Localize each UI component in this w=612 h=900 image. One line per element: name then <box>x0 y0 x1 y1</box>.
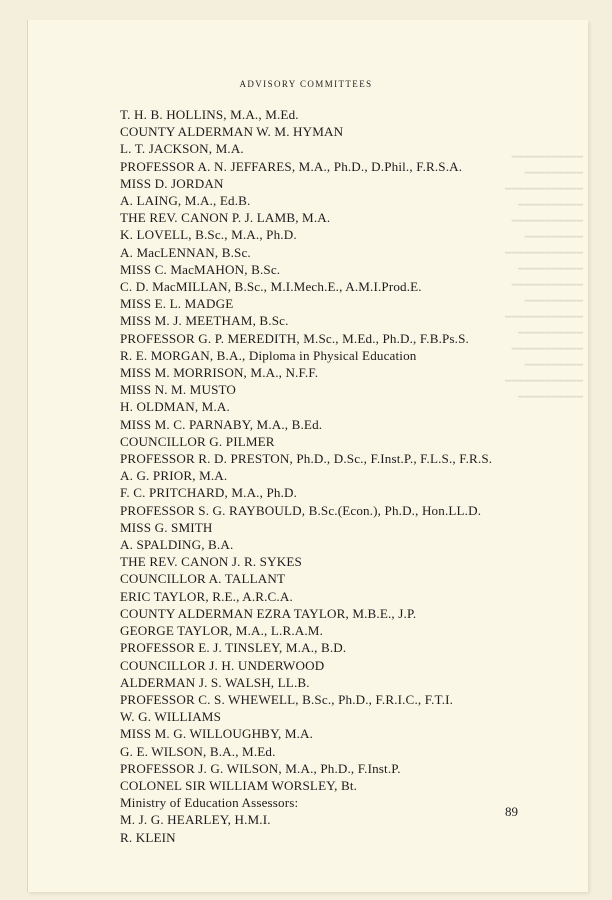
list-item: MISS M. MORRISON, M.A., N.F.F. <box>120 365 319 381</box>
list-item: COUNCILLOR A. TALLANT <box>120 571 286 587</box>
show-through-text: ━━━━━━━━━━━ ━━━━━━━━━ ━━━━━━━━━━━━ ━━━━━━━━━━ ━━━━━━━━━━━ ━━━━━━━━━ ━━━━━━━━━━━━ ━━━━━━━━━━ ━━━━━━━━━━━ ━━━━━━━━━ ━━━━━━━━━━━━ ━━━━━━━━━━ ━━━━━━━━━━━ ━━━━━━━━━ ━━━━━━━━━━━━ ━━━━━━━━━━ <box>504 152 583 403</box>
page-number: 89 <box>505 804 518 819</box>
list-item: MISS D. JORDAN <box>120 175 224 191</box>
list-item: A. SPALDING, B.A. <box>120 537 234 553</box>
list-item: PROFESSOR C. S. WHEWELL, B.Sc., Ph.D., F.R.I.C., F.T.I. <box>120 691 454 707</box>
list-item: COUNCILLOR G. PILMER <box>120 433 275 449</box>
list-item: A. G. PRIOR, M.A. <box>120 468 228 484</box>
list-item: COUNTY ALDERMAN W. M. HYMAN <box>120 124 344 140</box>
committee-member-list <box>120 106 492 846</box>
list-item: COLONEL SIR WILLIAM WORSLEY, Bt. <box>120 777 358 793</box>
list-item: MISS C. MacMAHON, B.Sc. <box>120 261 281 277</box>
list-item: PROFESSOR S. G. RAYBOULD, B.Sc.(Econ.), Ph.D., Hon.LL.D. <box>120 502 482 518</box>
list-item: MISS G. SMITH <box>120 519 213 535</box>
list-item: K. LOVELL, B.Sc., M.A., Ph.D. <box>120 227 297 243</box>
list-item: A. MacLENNAN, B.Sc. <box>120 244 251 260</box>
list-item: T. H. B. HOLLINS, M.A., M.Ed. <box>120 107 299 122</box>
list-item: PROFESSOR G. P. MEREDITH, M.Sc., M.Ed., Ph.D., F.B.Ps.S. <box>120 330 469 346</box>
list-item: ALDERMAN J. S. WALSH, LL.B. <box>120 674 310 690</box>
list-item: PROFESSOR A. N. JEFFARES, M.A., Ph.D., D.Phil., F.R.S.A. <box>120 158 463 174</box>
page-heading: ADVISORY COMMITTEES <box>239 79 373 89</box>
list-item: W. G. WILLIAMS <box>120 709 222 725</box>
list-item: THE REV. CANON J. R. SYKES <box>120 554 302 570</box>
list-item: F. C. PRITCHARD, M.A., Ph.D. <box>120 485 298 501</box>
list-item: COUNTY ALDERMAN EZRA TAYLOR, M.B.E., J.P. <box>120 605 417 621</box>
list-item: PROFESSOR E. J. TINSLEY, M.A., B.D. <box>120 640 347 656</box>
list-item: Ministry of Education Assessors: <box>120 795 299 811</box>
list-item: H. OLDMAN, M.A. <box>120 399 230 415</box>
list-item: G. E. WILSON, B.A., M.Ed. <box>120 743 276 759</box>
list-item: A. LAING, M.A., Ed.B. <box>120 193 251 209</box>
list-item: MISS M. C. PARNABY, M.A., B.Ed. <box>120 416 323 432</box>
list-item: GEORGE TAYLOR, M.A., L.R.A.M. <box>120 623 323 639</box>
list-item: C. D. MacMILLAN, B.Sc., M.I.Mech.E., A.M.I.Prod.E. <box>120 279 422 295</box>
list-item: M. J. G. HEARLEY, H.M.I. <box>120 812 271 828</box>
list-item: MISS E. L. MADGE <box>120 296 234 312</box>
list-item: MISS M. J. MEETHAM, B.Sc. <box>120 313 289 329</box>
list-item: COUNCILLOR J. H. UNDERWOOD <box>120 657 325 673</box>
list-item: ERIC TAYLOR, R.E., A.R.C.A. <box>120 588 293 604</box>
list-item: PROFESSOR J. G. WILSON, M.A., Ph.D., F.Inst.P. <box>120 760 401 776</box>
list-item: R. KLEIN <box>120 829 176 845</box>
list-item: PROFESSOR R. D. PRESTON, Ph.D., D.Sc., F.Inst.P., F.L.S., F.R.S. <box>120 451 493 467</box>
list-item: R. E. MORGAN, B.A., Diploma in Physical Education <box>120 347 417 363</box>
list-item: L. T. JACKSON, M.A. <box>120 141 244 157</box>
list-item: THE REV. CANON P. J. LAMB, M.A. <box>120 210 331 226</box>
list-item: MISS N. M. MUSTO <box>120 382 237 398</box>
list-item: MISS M. G. WILLOUGHBY, M.A. <box>120 726 314 742</box>
